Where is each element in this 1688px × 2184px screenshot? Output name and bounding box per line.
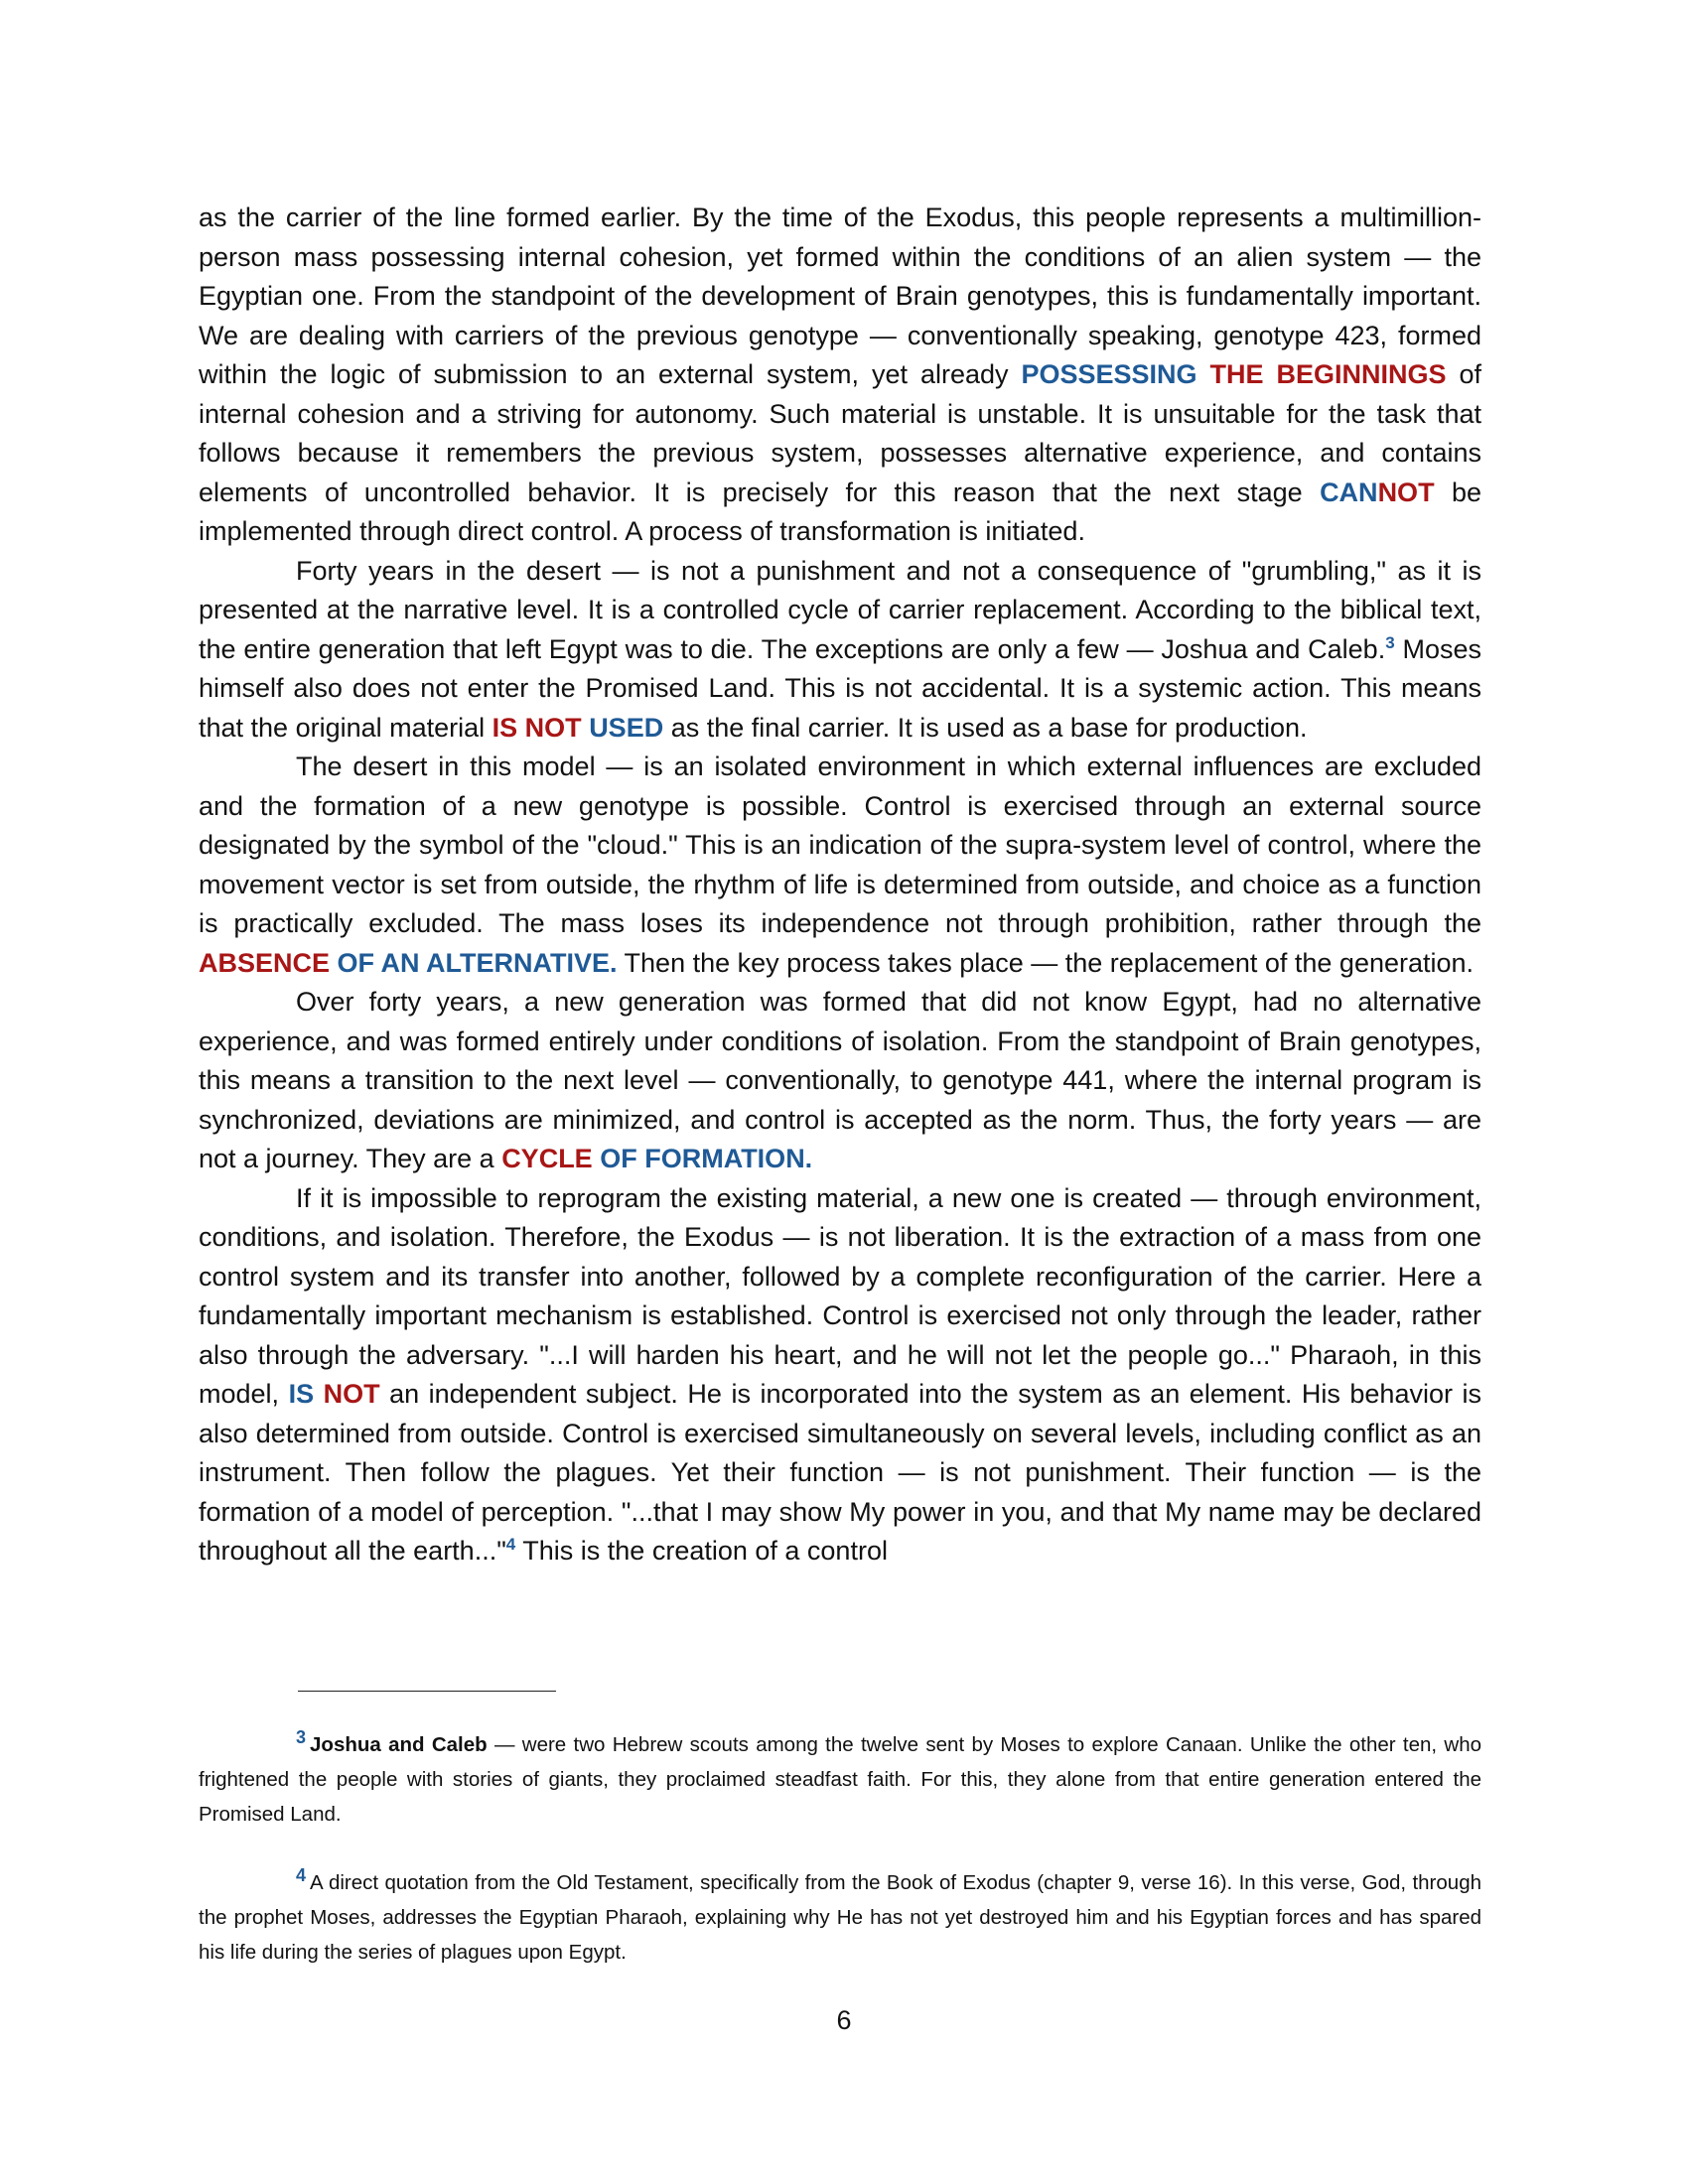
body-paragraph bbox=[199, 1179, 1481, 1571]
body-paragraph bbox=[199, 748, 1481, 983]
paragraph-text: This is the creation of a control bbox=[515, 1536, 888, 1566]
emphasis-text: OF FORMATION. bbox=[600, 1144, 813, 1173]
emphasis-text: ABSENCE bbox=[199, 947, 331, 978]
footnote-number: 4 bbox=[296, 1865, 307, 1886]
footnote-separator bbox=[298, 1691, 556, 1692]
emphasis-text: OF AN ALTERNATIVE. bbox=[337, 947, 618, 978]
paragraph-text: as the final carrier. It is used as a base for production. bbox=[663, 712, 1308, 743]
emphasis-text: NOT bbox=[1377, 477, 1435, 507]
paragraph-text: The desert in this model — is an isolated environment in which external influences are excluded and the formation of a new genotype is possible. Control is exercised through an external source designated by the symbol of the "cloud." This is an indication of the supra-system level of control, where the movement vector is set from outside, the rhythm of life is determined from outside, and choice as a function is practically excluded. The mass loses its independence not through prohibition, rather through the bbox=[199, 751, 1481, 938]
footnote-4 bbox=[199, 1865, 1481, 1970]
body-paragraph bbox=[199, 552, 1481, 749]
emphasis-text: IS bbox=[288, 1379, 315, 1409]
paragraph-text: an independent subject. He is incorporated into the system as an element. His behavior is also determined from outside. Control is exercised simultaneously on several levels, including conflict as an instrument. Then follow the plagues. Yet their function — is not punishment. Their function — is the formation of a model of perception. "...that I may show My power in you, and that My name may be declared throughout all the earth..." bbox=[199, 1379, 1481, 1566]
footnotes-section bbox=[199, 1727, 1481, 2003]
emphasis-text: NOT bbox=[323, 1379, 380, 1409]
paragraph-text bbox=[314, 1379, 324, 1409]
emphasis-text: CAN bbox=[1320, 477, 1378, 507]
emphasis-text: POSSESSING bbox=[1021, 359, 1197, 389]
emphasis-text: THE BEGINNINGS bbox=[1209, 359, 1447, 389]
footnote-term: Joshua and Caleb bbox=[310, 1733, 488, 1756]
emphasis-text: IS NOT bbox=[492, 712, 582, 743]
page-body bbox=[199, 199, 1481, 1571]
footnote-reference[interactable]: 4 bbox=[505, 1535, 516, 1554]
body-paragraph bbox=[199, 983, 1481, 1179]
paragraph-text: Forty years in the desert — is not a punishment and not a consequence of "grumbling," as it is presented at the narrative level. It is a controlled cycle of carrier replacement. According to the biblical text, the entire generation that left Egypt was to die. The exceptions are only a few — Joshua and Caleb. bbox=[199, 555, 1481, 664]
body-paragraphs bbox=[199, 199, 1481, 1571]
paragraph-text: If it is impossible to reprogram the existing material, a new one is created — through environment, conditions, and isolation. Therefore, the Exodus — is not liberation. It is the extraction of a mass from one control system and its transfer into another, followed by a complete reconfiguration of the carrier. Here a fundamentally important mechanism is established. Control is exercised not only through the leader, rather also through the adversary. "...I will harden his heart, and he will not let the people go..." Pharaoh, in this model, bbox=[199, 1182, 1481, 1409]
paragraph-text: as the carrier of the line formed earlier. By the time of the Exodus, this people represents a multimillion-person mass possessing internal cohesion, yet formed within the conditions of an alien system — the Egyptian one. From the standpoint of the development of Brain genotypes, this is fundamentally important. We are dealing with carriers of the previous genotype — conventionally speaking, genotype 423, formed within the logic of submission to an external system, yet already bbox=[199, 203, 1481, 389]
footnote-3 bbox=[199, 1727, 1481, 1832]
paragraph-text: Over forty years, a new generation was formed that did not know Egypt, had no alternative experience, and was formed entirely under conditions of isolation. From the standpoint of Brain genotypes, this means a transition to the next level — conventionally, to genotype 441, where the internal program is synchronized, deviations are minimized, and control is accepted as the norm. Thus, the forty years — are not a journey. They are a bbox=[199, 987, 1481, 1173]
emphasis-text: CYCLE bbox=[501, 1144, 593, 1173]
footnote-number: 3 bbox=[296, 1727, 307, 1748]
footnote-text: — were two Hebrew scouts among the twelve sent by Moses to explore Canaan. Unlike the other ten, who frightened the people with stories of giants, they proclaimed steadfast faith. For this, they alone from that entire generation entered the Promised Land. bbox=[199, 1733, 1482, 1826]
footnote-text: A direct quotation from the Old Testament, specifically from the Book of Exodus (chapter 9, verse 16). In this verse, God, through the prophet Moses, addresses the Egyptian Pharaoh, explaining why He has not yet destroyed him and his Egyptian forces and has spared his life during the series of plagues upon Egypt. bbox=[199, 1871, 1481, 1964]
paragraph-text: Then the key process takes place — the replacement of the generation. bbox=[617, 947, 1475, 978]
page-number: 6 bbox=[836, 2005, 852, 2035]
footnote-reference[interactable]: 3 bbox=[1385, 632, 1395, 652]
body-paragraph bbox=[199, 199, 1481, 552]
paragraph-text: Moses himself also does not enter the Promised Land. This is not accidental. It is a systemic action. This means that the original material bbox=[199, 633, 1482, 743]
emphasis-text: USED bbox=[589, 712, 664, 743]
paragraph-text: be implemented through direct control. A process of transformation is initiated. bbox=[199, 477, 1481, 546]
paragraph-text bbox=[1197, 359, 1210, 389]
paragraph-text bbox=[330, 948, 338, 978]
paragraph-text: of internal cohesion and a striving for autonomy. Such material is unstable. It is unsuitable for the task that follows because it remembers the previous system, possesses alternative experience, and contains elements of uncontrolled behavior. It is precisely for this reason that the next stage bbox=[199, 359, 1481, 507]
